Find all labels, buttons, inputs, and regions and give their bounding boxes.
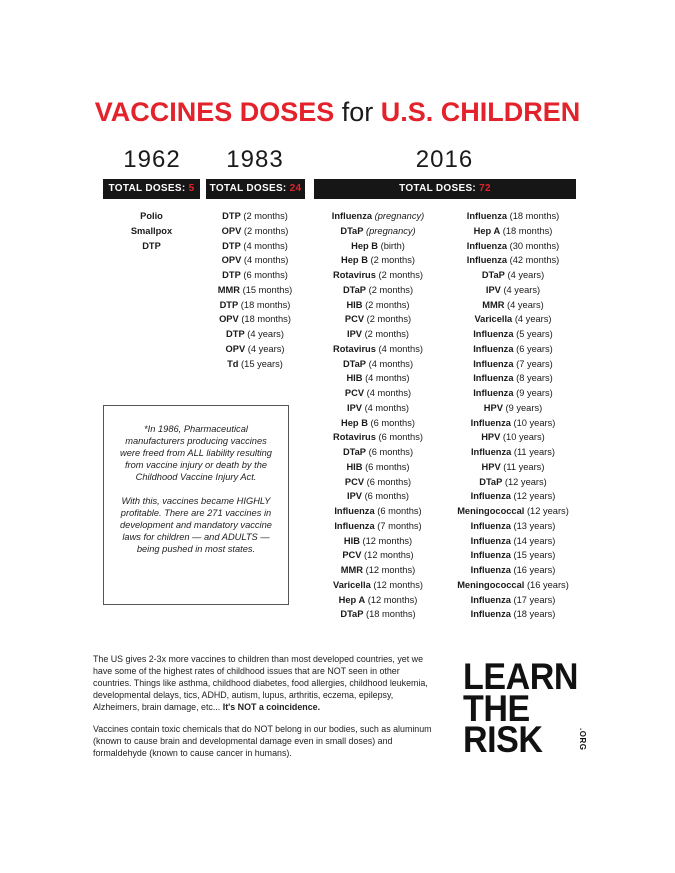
- dose-age: (11 years): [503, 461, 545, 472]
- dose-item: [449, 504, 577, 519]
- dose-item: [314, 607, 442, 622]
- total-label: TOTAL DOSES:: [399, 183, 477, 194]
- vaccine-name: OPV: [219, 314, 239, 325]
- dose-item: [314, 445, 442, 460]
- dose-age: (pregnancy): [374, 211, 425, 221]
- vaccine-name: OPV: [221, 255, 242, 266]
- dose-age: (2 months): [243, 211, 288, 221]
- dose-age: (4 months): [243, 240, 288, 251]
- vaccine-name: Influenza: [334, 506, 375, 516]
- dose-age: (4 years): [503, 284, 541, 295]
- dose-age: (15 years): [241, 358, 283, 369]
- vaccine-name: Td: [227, 358, 239, 369]
- vaccine-name: Influenza: [466, 240, 508, 251]
- dose-item: [314, 519, 442, 534]
- vaccine-name: Influenza: [473, 358, 514, 369]
- dose-list-1983: [200, 209, 310, 371]
- dose-age: (15 months): [242, 284, 293, 295]
- dose-item: [314, 416, 442, 431]
- dose-item: [449, 253, 577, 268]
- dose-item: [314, 475, 442, 490]
- dose-age: (10 years): [513, 417, 556, 428]
- dose-item: [449, 519, 577, 534]
- vaccine-name: DTaP: [342, 447, 367, 457]
- liability-quote-box: [103, 405, 289, 605]
- dose-item: [449, 445, 577, 460]
- dose-item: [314, 504, 442, 519]
- dose-age: (pregnancy): [366, 225, 416, 236]
- dose-item: [314, 578, 442, 593]
- dose-item: [200, 342, 310, 357]
- learn-the-risk-logo: [463, 656, 593, 760]
- dose-age: (12 months): [367, 594, 418, 605]
- logo-org-suffix: .ORG: [578, 728, 587, 751]
- vaccine-name: Rotavirus: [333, 432, 376, 443]
- dose-item: [314, 327, 442, 342]
- vaccine-name: IPV: [346, 402, 362, 413]
- vaccine-name: Influenza: [334, 520, 375, 531]
- dose-age: (6 months): [243, 270, 288, 280]
- dose-item: [314, 283, 442, 298]
- dose-age: (4 months): [365, 373, 410, 384]
- dose-item: [449, 386, 577, 401]
- vaccine-name: HIB: [346, 299, 363, 310]
- dose-item: [314, 342, 442, 357]
- vaccine-name: Influenza: [470, 535, 511, 546]
- dose-age: (2 months): [378, 270, 423, 280]
- dose-item: [314, 312, 442, 327]
- total-doses-bar-1983: [206, 179, 305, 199]
- vaccine-name: HIB: [346, 373, 363, 384]
- dose-age: (12 months): [362, 535, 413, 546]
- dose-age: (6 months): [364, 491, 410, 502]
- dose-age: (4 years): [507, 270, 545, 280]
- dose-item: [314, 593, 442, 608]
- vaccine-name: DTP: [226, 329, 245, 339]
- dose-item: [449, 593, 577, 608]
- dose-age: (4 years): [514, 314, 552, 325]
- vaccine-name: Influenza: [470, 594, 511, 605]
- vaccine-name: PCV: [342, 550, 362, 561]
- dose-item: [449, 416, 577, 431]
- total-doses-bar-1962: [103, 179, 200, 199]
- vaccine-name: Polio: [140, 211, 163, 221]
- dose-age: (2 months): [243, 225, 289, 236]
- dose-item: [449, 327, 577, 342]
- dose-age: (4 months): [368, 358, 414, 369]
- dose-age: (7 years): [516, 358, 553, 369]
- dose-item: [314, 209, 442, 224]
- dose-item: [449, 489, 577, 504]
- dose-age: (4 years): [247, 329, 284, 339]
- vaccine-name: Hep B: [351, 240, 378, 251]
- dose-age: (5 years): [516, 329, 553, 339]
- logo-line-the: THE: [463, 687, 530, 729]
- dose-list-1962: [103, 209, 200, 253]
- footer-paragraph-1: [93, 653, 438, 713]
- vaccine-name: DTaP: [342, 358, 367, 369]
- vaccine-name: HIB: [346, 461, 363, 472]
- title-part-2: for: [341, 97, 374, 127]
- vaccine-name: DTaP: [340, 609, 364, 620]
- vaccine-name: Influenza: [470, 417, 511, 428]
- dose-age: (42 months): [509, 255, 560, 266]
- logo-line-learn: LEARN: [463, 656, 578, 697]
- dose-age: (16 years): [526, 579, 569, 590]
- dose-age: (4 months): [366, 388, 412, 398]
- dose-age: (12 years): [504, 476, 547, 487]
- dose-item: [200, 268, 310, 283]
- dose-item: [449, 534, 577, 549]
- vaccine-name: Influenza: [473, 388, 514, 398]
- dose-item: [200, 209, 310, 224]
- vaccine-name: Hep A: [338, 594, 366, 605]
- dose-item: [314, 253, 442, 268]
- dose-item: [314, 489, 442, 504]
- dose-age: (11 years): [513, 447, 556, 457]
- dose-item: [314, 430, 442, 445]
- total-label: TOTAL DOSES:: [209, 183, 287, 194]
- vaccine-name: Influenza: [473, 373, 514, 384]
- vaccine-name: Influenza: [470, 609, 511, 620]
- dose-item: [449, 283, 577, 298]
- title-part-1: VACCINES DOSES: [94, 97, 335, 127]
- vaccine-name: MMR: [217, 284, 240, 295]
- dose-age: (birth): [380, 240, 405, 251]
- vaccine-name: Hep B: [341, 417, 368, 428]
- vaccine-name: Hep B: [341, 255, 368, 266]
- dose-item: [449, 239, 577, 254]
- dose-age: (12 months): [365, 565, 416, 575]
- dose-item: [449, 475, 577, 490]
- dose-item: [200, 312, 310, 327]
- dose-item: [314, 224, 442, 239]
- dose-item: [314, 298, 442, 313]
- dose-age: (13 years): [513, 520, 556, 531]
- dose-item: [314, 534, 442, 549]
- dose-list-2016-left: [314, 209, 442, 622]
- dose-item: [103, 224, 200, 239]
- dose-age: (30 months): [509, 240, 560, 251]
- dose-age: (16 years): [513, 565, 556, 575]
- dose-age: (7 months): [377, 520, 422, 531]
- dose-age: (12 years): [526, 506, 569, 516]
- vaccine-name: Meningococcal: [457, 506, 525, 516]
- vaccine-name: HPV: [481, 461, 501, 472]
- vaccine-name: DTP: [142, 240, 161, 251]
- dose-item: [449, 268, 577, 283]
- vaccine-name: Influenza: [473, 343, 514, 354]
- dose-age: (6 months): [366, 476, 412, 487]
- dose-age: (2 months): [368, 284, 414, 295]
- dose-age: (18 months): [509, 211, 560, 221]
- dose-item: [449, 607, 577, 622]
- dose-age: (15 years): [513, 550, 556, 561]
- dose-age: (12 years): [513, 491, 556, 502]
- vaccine-name: DTaP: [342, 284, 367, 295]
- vaccine-name: Varicella: [333, 579, 371, 590]
- logo-line-risk: RISK: [463, 719, 543, 760]
- vaccine-name: PCV: [344, 388, 365, 398]
- dose-item: [314, 371, 442, 386]
- dose-age: (8 years): [516, 373, 553, 384]
- quote-paragraph-1: *In 1986, Pharmaceutical manufacturers producing vaccines were freed from ALL liability resulting from vaccine injury or death by the Childhood Vaccine Injury Act.: [120, 424, 272, 482]
- title-part-3: U.S. CHILDREN: [380, 97, 581, 127]
- vaccine-name: HPV: [481, 432, 501, 443]
- dose-item: [449, 209, 577, 224]
- dose-age: (6 months): [368, 447, 414, 457]
- vaccine-name: IPV: [485, 284, 501, 295]
- vaccine-name: OPV: [221, 225, 242, 236]
- dose-item: [449, 224, 577, 239]
- vaccine-name: Influenza: [470, 491, 511, 502]
- dose-item: [449, 563, 577, 578]
- vaccine-name: DTP: [219, 299, 239, 310]
- dose-item: [103, 239, 200, 254]
- dose-age: (4 months): [378, 343, 423, 354]
- dose-item: [449, 548, 577, 563]
- vaccine-name: Rotavirus: [333, 343, 376, 354]
- dose-item: [449, 298, 577, 313]
- dose-age: (6 months): [377, 506, 422, 516]
- year-2016: 2016: [415, 146, 474, 173]
- total-value: 72: [479, 183, 491, 194]
- vaccine-name: DTP: [222, 240, 241, 251]
- dose-item: [200, 253, 310, 268]
- vaccine-name: DTaP: [481, 270, 505, 280]
- dose-age: (10 years): [502, 432, 545, 443]
- vaccine-name: Meningococcal: [457, 579, 525, 590]
- dose-age: (4 years): [507, 299, 544, 310]
- page-title: [0, 96, 675, 128]
- dose-age: (4 months): [364, 402, 410, 413]
- vaccine-name: MMR: [482, 299, 505, 310]
- total-doses-bar-2016: [314, 179, 576, 199]
- dose-age: (2 months): [366, 314, 412, 325]
- dose-age: (18 years): [513, 609, 556, 620]
- vaccine-name: Influenza: [466, 255, 508, 266]
- footer-paragraph-2: Vaccines contain toxic chemicals that do NOT belong in our bodies, such as aluminum (known to cause brain and developmental damage even in small doses) and formaldehyde (known to cause cancer in humans).: [93, 724, 432, 758]
- vaccine-name: Smallpox: [130, 225, 173, 236]
- dose-age: (6 years): [516, 343, 553, 354]
- vaccine-name: Hep A: [473, 225, 501, 236]
- footer-emphasis: It's NOT a coincidence.: [222, 702, 321, 712]
- dose-item: [314, 460, 442, 475]
- dose-item: [449, 342, 577, 357]
- dose-age: (18 months): [240, 299, 291, 310]
- vaccine-name: Influenza: [470, 565, 511, 575]
- dose-item: [314, 401, 442, 416]
- dose-item: [200, 224, 310, 239]
- year-1983: 1983: [226, 146, 284, 173]
- vaccine-name: Influenza: [331, 211, 373, 221]
- dose-item: [314, 357, 442, 372]
- total-label: TOTAL DOSES:: [108, 183, 186, 194]
- vaccine-name: HIB: [343, 535, 360, 546]
- dose-item: [200, 357, 310, 372]
- dose-age: (2 months): [370, 255, 415, 266]
- year-1962: 1962: [123, 146, 181, 173]
- dose-item: [314, 268, 442, 283]
- dose-item: [449, 371, 577, 386]
- dose-age: (2 months): [365, 299, 410, 310]
- dose-age: (18 months): [366, 609, 416, 620]
- dose-age: (9 years): [505, 402, 543, 413]
- vaccine-name: Influenza: [470, 550, 511, 561]
- vaccine-name: Varicella: [474, 314, 513, 325]
- dose-age: (6 months): [370, 417, 415, 428]
- dose-item: [449, 401, 577, 416]
- dose-item: [200, 327, 310, 342]
- dose-item: [314, 563, 442, 578]
- dose-item: [200, 239, 310, 254]
- vaccine-name: Influenza: [470, 520, 511, 531]
- dose-age: (4 years): [247, 343, 285, 354]
- dose-item: [200, 298, 310, 313]
- vaccine-name: OPV: [225, 343, 246, 354]
- vaccine-name: PCV: [344, 314, 365, 325]
- quote-paragraph-2: With this, vaccines became HIGHLY profitable. There are 271 vaccines in development and mandatory vaccine laws for children — and ADULTS — being pushed in most states.: [120, 496, 272, 554]
- dose-item: [200, 283, 310, 298]
- dose-item: [449, 357, 577, 372]
- vaccine-name: DTP: [222, 211, 241, 221]
- vaccine-name: Influenza: [470, 447, 512, 457]
- total-value: 24: [289, 183, 302, 194]
- dose-item: [449, 578, 577, 593]
- vaccine-name: IPV: [346, 491, 362, 502]
- total-value: 5: [188, 183, 195, 194]
- vaccine-name: Rotavirus: [333, 270, 376, 280]
- vaccine-name: Influenza: [473, 329, 514, 339]
- vaccine-name: DTaP: [479, 476, 503, 487]
- dose-item: [314, 548, 442, 563]
- vaccine-name: PCV: [344, 476, 365, 487]
- dose-age: (18 months): [502, 225, 553, 236]
- dose-item: [449, 430, 577, 445]
- vaccine-name: DTP: [222, 270, 241, 280]
- dose-item: [449, 460, 577, 475]
- vaccine-name: DTaP: [340, 225, 364, 236]
- dose-age: (12 months): [364, 550, 414, 561]
- vaccine-name: Influenza: [466, 211, 508, 221]
- dose-age: (17 years): [513, 594, 556, 605]
- dose-item: [314, 386, 442, 401]
- dose-age: (2 months): [364, 329, 410, 339]
- dose-age: (14 years): [513, 535, 556, 546]
- dose-item: [103, 209, 200, 224]
- dose-age: (4 months): [243, 255, 289, 266]
- dose-age: (18 months): [241, 314, 291, 325]
- vaccine-name: HPV: [483, 402, 503, 413]
- dose-age: (9 years): [516, 388, 553, 398]
- vaccine-name: MMR: [340, 565, 363, 575]
- vaccine-name: IPV: [346, 329, 362, 339]
- dose-age: (12 months): [373, 579, 423, 590]
- dose-age: (6 months): [378, 432, 423, 443]
- dose-item: [314, 239, 442, 254]
- dose-item: [449, 312, 577, 327]
- dose-age: (6 months): [365, 461, 410, 472]
- footer-text: The US gives 2-3x more vaccines to children than most developed countries, yet we have some of the highest rates of childhood issues that are NOT seen in other countries. Things like asthma, childhood diabetes, food allergies, childhood leukemia, developmental delays, tics, ADHD, autism, lupus, arthritis, eczema, epilepsy, Alzheimers, brain damage, etc...: [93, 654, 428, 712]
- dose-list-2016-right: [449, 209, 577, 622]
